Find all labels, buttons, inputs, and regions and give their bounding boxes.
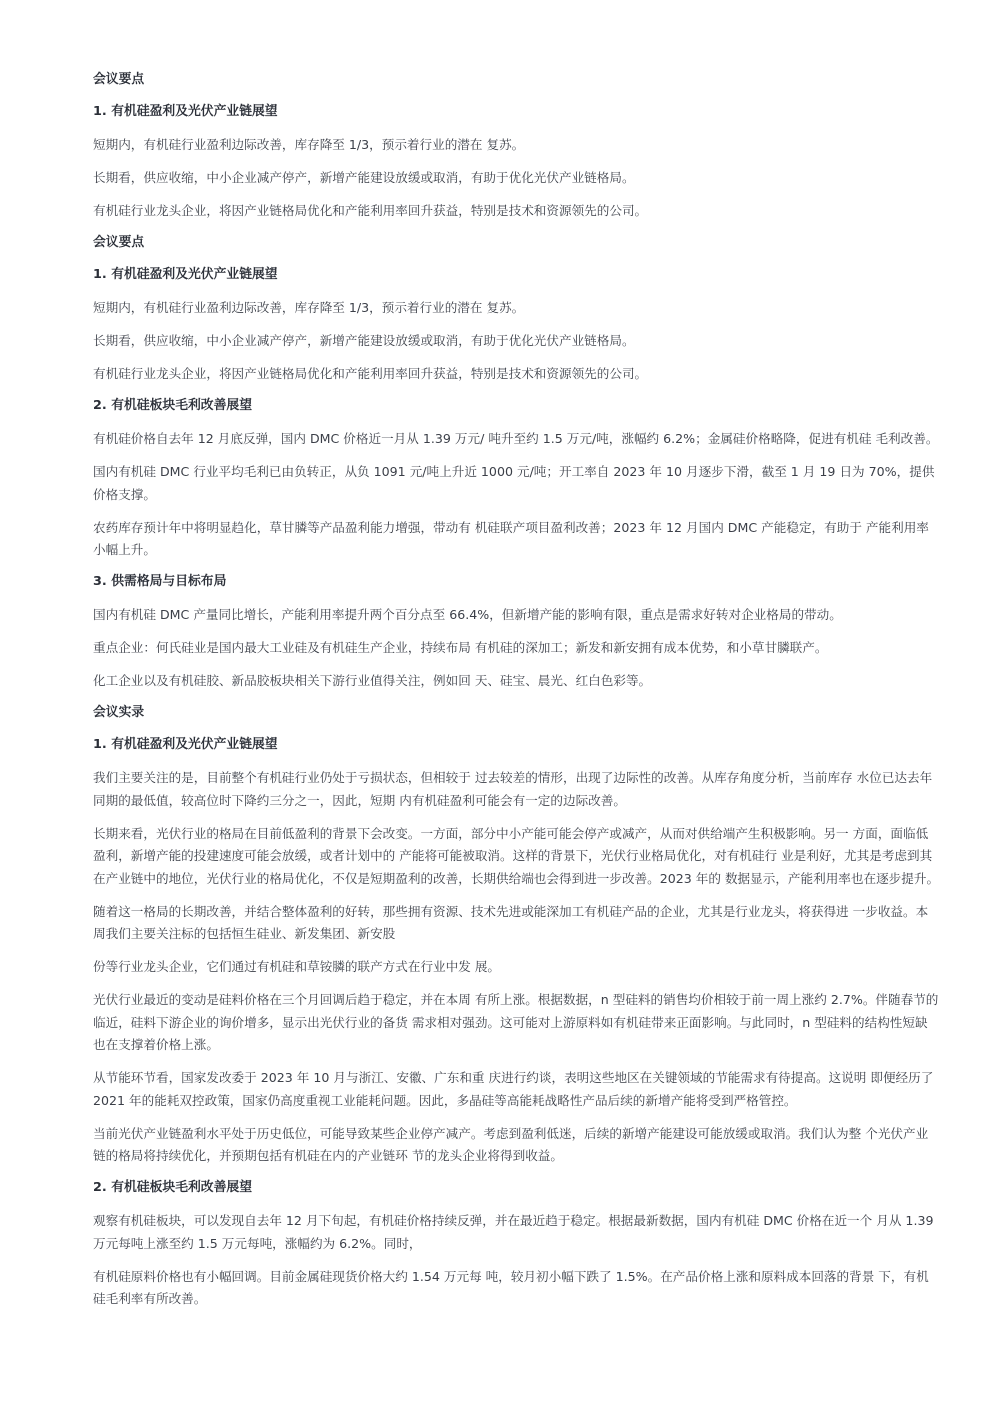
paragraph: 随着这一格局的长期改善，并结合整体盈利的好转，那些拥有资源、技术先进或能深加工有机硅产品的企业，尤其是行业龙头，将获得进 一步收益。本周我们主要关注标的包括恒生硅业、新发集团、新安股	[93, 903, 929, 941]
paragraph: 有机硅行业龙头企业，将因产业链格局优化和产能利用率回升获益，特别是技术和资源领先的公司。	[93, 203, 648, 218]
paragraph: 长期来看，光伏行业的格局在目前低盈利的背景下会改变。一方面，部分中小产能可能会停产或减产，从而对供给端产生积极影响。另一 方面，面临低盈利，新增产能的投建速度可能会放缓，或者计划中的 产能将可能被取消。这样的背景下，光伏行业格局优化，对有机硅行 业是利好，尤其是考虑到其在产业链中的地位，光伏行业的格局优化，不仅是短期盈利的改善，长期供给端也会得到进一步改善。2023 年的 数据显示，产能利用率也在逐步提升。	[93, 825, 940, 886]
paragraph: 从节能环节看，国家发改委于 2023 年 10 月与浙江、安徽、广东和重 庆进行约谈，表明这些地区在关键领域的节能需求有待提高。这说明 即便经历了 2021 年的能耗双控政策，国家仍高度重视工业能耗问题。因此，多晶硅等高能耗战略性产品后续的新增产能将受到严格管控。	[93, 1070, 934, 1108]
paragraph: 长期看，供应收缩，中小企业减产停产，新增产能建设放缓或取消，有助于优化光伏产业链格局。	[93, 333, 635, 348]
paragraph: 有机硅行业龙头企业，将因产业链格局优化和产能利用率回升获益，特别是技术和资源领先的公司。	[93, 366, 648, 381]
section-heading: 3. 供需格局与目标布局	[93, 574, 227, 589]
section-heading: 1. 有机硅盈利及光伏产业链展望	[93, 267, 278, 282]
paragraph: 重点企业：何氏硅业是国内最大工业硅及有机硅生产企业，持续布局 有机硅的深加工；新发和新安拥有成本优势，和小草甘膦联产。	[93, 640, 828, 655]
section-heading: 会议要点	[93, 72, 145, 87]
paragraph: 份等行业龙头企业，它们通过有机硅和草铵膦的联产方式在行业中发 展。	[93, 959, 501, 974]
section-heading: 会议实录	[93, 705, 145, 720]
section-heading: 会议要点	[93, 235, 145, 250]
paragraph: 长期看，供应收缩，中小企业减产停产，新增产能建设放缓或取消，有助于优化光伏产业链格局。	[93, 170, 635, 185]
paragraph: 化工企业以及有机硅胶、新品胶板块相关下游行业值得关注，例如回 天、硅宝、晨光、红白色彩等。	[93, 673, 652, 688]
paragraph: 国内有机硅 DMC 行业平均毛利已由负转正，从负 1091 元/吨上升近 1000 元/吨；开工率自 2023 年 10 月逐步下滑，截至 1 月 19 日为 70%，提供价格支撑。	[93, 464, 935, 502]
paragraph: 短期内，有机硅行业盈利边际改善，库存降至 1/3，预示着行业的潜在 复苏。	[93, 300, 525, 315]
document-body	[93, 70, 940, 1311]
paragraph: 有机硅原料价格也有小幅回调。目前金属硅现货价格大约 1.54 万元每 吨，较月初小幅下跌了 1.5%。在产品价格上涨和原料成本回落的背景 下，有机硅毛利率有所改善。	[93, 1268, 929, 1306]
paragraph: 当前光伏产业链盈利水平处于历史低位，可能导致某些企业停产减产。考虑到盈利低迷，后续的新增产能建设可能放缓或取消。我们认为整 个光伏产业链的格局将持续优化，并预期包括有机硅在内的产业链环 节的龙头企业将得到收益。	[93, 1125, 929, 1163]
paragraph: 有机硅价格自去年 12 月底反弹，国内 DMC 价格近一月从 1.39 万元/ 吨升至约 1.5 万元/吨，涨幅约 6.2%；金属硅价格略降，促进有机硅 毛利改善。	[93, 431, 939, 446]
paragraph: 观察有机硅板块，可以发现自去年 12 月下旬起，有机硅价格持续反弹，并在最近趋于稳定。根据最新数据，国内有机硅 DMC 价格在近一个 月从 1.39 万元每吨上涨至约 1.5 万元每吨，涨幅约为 6.2%。同时，	[93, 1213, 934, 1251]
paragraph: 短期内，有机硅行业盈利边际改善，库存降至 1/3，预示着行业的潜在 复苏。	[93, 137, 525, 152]
section-heading: 1. 有机硅盈利及光伏产业链展望	[93, 737, 278, 752]
paragraph: 光伏行业最近的变动是硅料价格在三个月回调后趋于稳定，并在本周 有所上涨。根据数据，n 型硅料的销售均价相较于前一周上涨约 2.7%。伴随春节的临近，硅料下游企业的询价增多，显示出光伏行业的备货 需求相对强劲。这可能对上游原料如有机硅带来正面影响。与此同时，n 型硅料的结构性短缺也在支撑着价格上涨。	[93, 992, 939, 1052]
section-heading: 2. 有机硅板块毛利改善展望	[93, 1180, 252, 1195]
paragraph: 我们主要关注的是，目前整个有机硅行业仍处于亏损状态，但相较于 过去较差的情形，出现了边际性的改善。从库存角度分析，当前库存 水位已达去年同期的最低值，较高位时下降约三分之一，因此，短期 内有机硅盈利可能会有一定的边际改善。	[93, 770, 933, 808]
paragraph: 国内有机硅 DMC 产量同比增长，产能利用率提升两个百分点至 66.4%，但新增产能的影响有限，重点是需求好转对企业格局的带动。	[93, 607, 842, 622]
section-heading: 1. 有机硅盈利及光伏产业链展望	[93, 104, 278, 119]
section-heading: 2. 有机硅板块毛利改善展望	[93, 398, 252, 413]
paragraph: 农药库存预计年中将明显趋化，草甘膦等产品盈利能力增强，带动有 机硅联产项目盈利改善；2023 年 12 月国内 DMC 产能稳定，有助于 产能利用率小幅上升。	[93, 519, 929, 557]
